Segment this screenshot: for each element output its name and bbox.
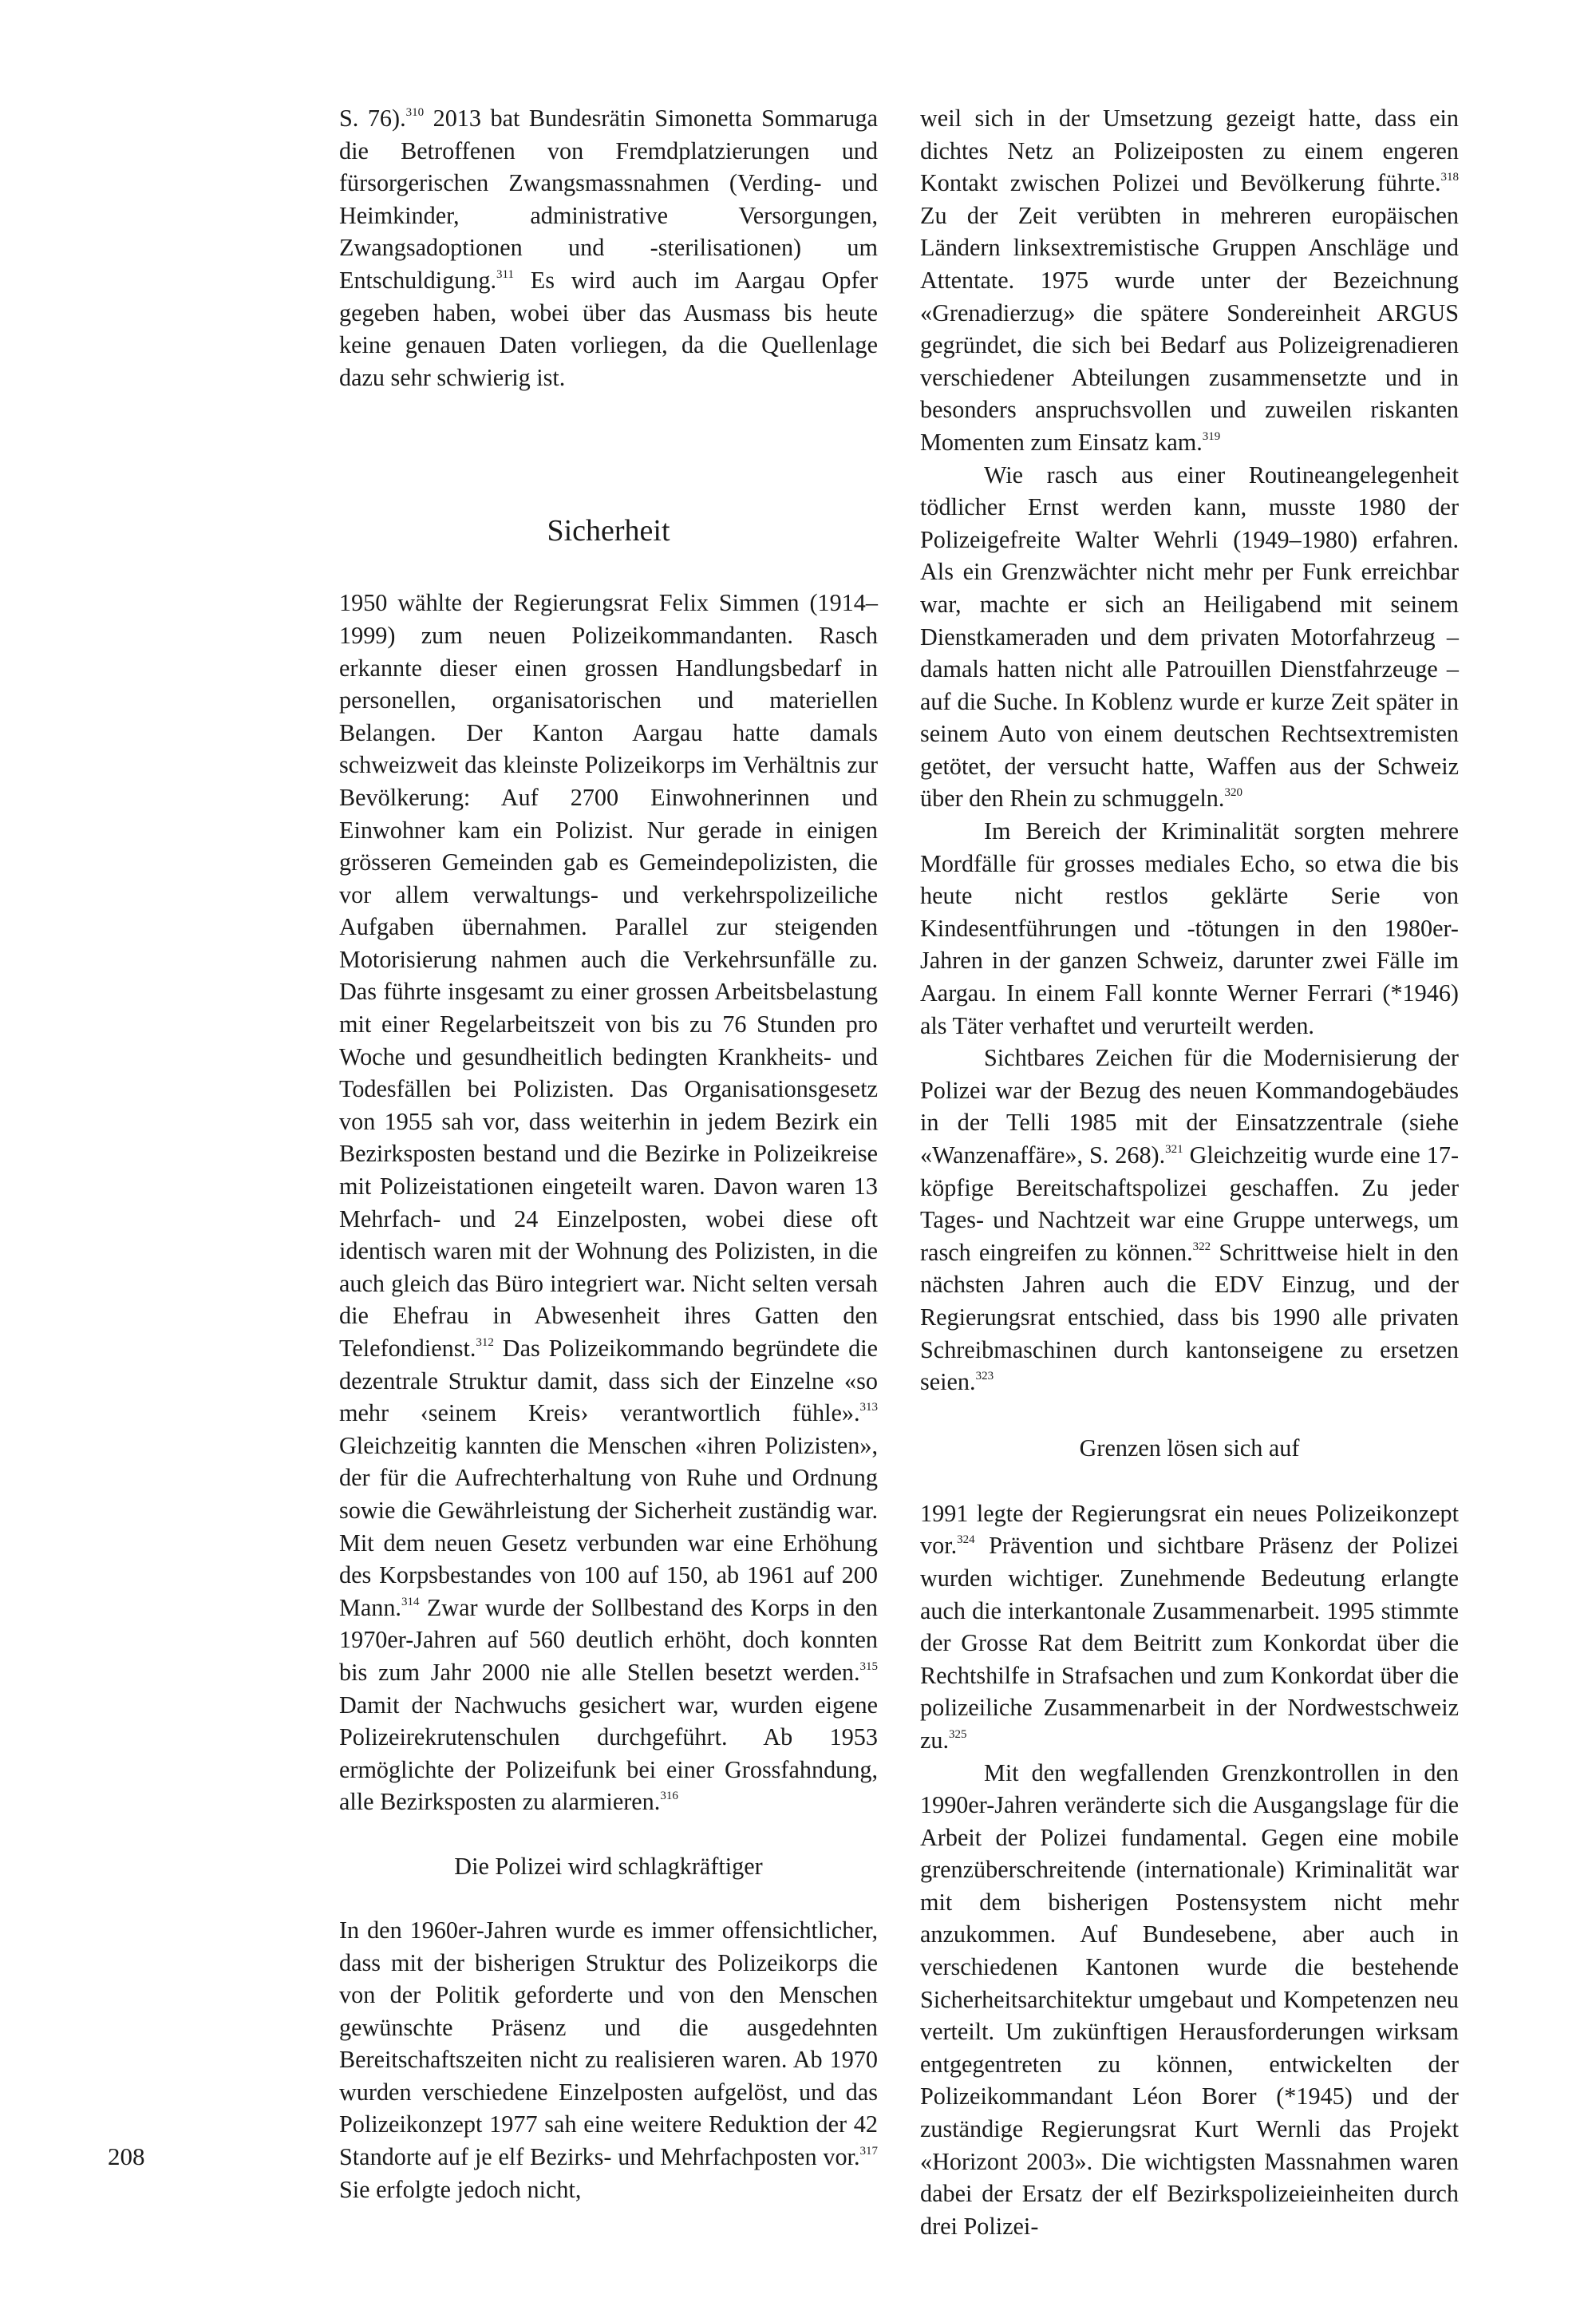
paragraph: S. 76).$^{310}$ 2013 bat Bundesrätin Simonetta Sommaruga die Betroffenen von Fremdplatzierungen und fürsorgerischen Zwangsmassnahmen (Verding- und Heimkinder, administrative Versorgungen, Zwangsadoptionen und -sterilisationen) um Entschuldigung.$^{311}$ Es wird auch im Aargau Opfer gegeben haben, wobei über das Ausmass bis heute keine genauen Daten vorliegen, da die Quellenlage dazu sehr schwierig ist. — [339, 105, 879, 391]
footnote-ref: 320 — [1224, 786, 1242, 800]
footnote-ref: 317 — [859, 2145, 878, 2158]
footnote-ref: 323 — [975, 1370, 994, 1383]
footnote-ref: 325 — [949, 1727, 967, 1741]
footnote-ref: 315 — [859, 1659, 878, 1673]
paragraph: In den 1960er-Jahren wurde es immer offensichtlicher, dass mit der bisherigen Struktur des Polizeikorps die von der Politik geforderte und von den Menschen gewünschte Präsenz und die ausgedehnten Bereitschaftszeiten nicht zu realisieren waren. Ab 1970 wurden verschiedene Einzelposten aufgelöst, und das Polizeikonzept 1977 sah eine weitere Reduktion der 42 Standorte auf je elf Bezirks- und Mehrfachposten vor.$^{317}$ Sie erfolgte jedoch nicht, — [339, 1916, 878, 2203]
subsection-heading: Grenzen lösen sich auf — [1079, 1434, 1300, 1462]
section-heading: Sicherheit — [547, 514, 670, 548]
paragraph: Sichtbares Zeichen für die Modernisierung der Polizei war der Bezug des neuen Kommandogebäudes in der Telli 1985 mit der Einsatzzentrale (siehe «Wanzenaffäre», S. 268).$^{321}$ Gleichzeitig wurde eine 17-köpfige Bereitschaftspolizei geschaffen. Zu jeder Tages- und Nachtzeit war eine Gruppe unterwegs, um rasch eingreifen zu können.$^{322}$ Schrittweise hielt in den nächsten Jahren auch die EDV Einzug, und der Regierungsrat entschied, dass bis 1990 alle privaten Schreibmaschinen durch kantonseigene zu ersetzen seien.$^{323}$ — [920, 1044, 1459, 1396]
footnote-ref: 311 — [496, 267, 514, 281]
footnote-ref: 324 — [957, 1533, 975, 1547]
left-column — [339, 102, 878, 2205]
footnote-ref: 319 — [1202, 429, 1221, 443]
footnote-ref: 321 — [1165, 1143, 1183, 1156]
footnote-ref: 318 — [1440, 171, 1459, 184]
paragraph: Mit den wegfallenden Grenzkontrollen in den 1990er-Jahren veränderte sich die Ausgangslage für die Arbeit der Polizei fundamental. Gegen eine mobile grenzüberschreitende (internationale) Kriminalität war mit dem bisherigen Postensystem nicht mehr anzukommen. Auf Bundesebene, aber auch in verschiedenen Kantonen wurde die bestehende Sicherheitsarchitektur umgebaut und Kompetenzen neu verteilt. Um zukünftigen Herausforderungen wirksam entgegentreten zu können, entwickelten der Polizeikommandant Léon Borer (*1945) und der zuständige Regierungsrat Kurt Wernli das Projekt «Horizont 2003». Die wichtigsten Massnahmen waren dabei der Ersatz der elf Bezirkspolizeieinheiten durch drei Polizei- — [920, 1758, 1459, 2240]
paragraph: Wie rasch aus einer Routineangelegenheit tödlicher Ernst werden kann, musste 1980 der Polizeigefreite Walter Wehrli (1949–1980) erfahren. Als ein Grenzwächter nicht mehr per Funk erreichbar war, machte er sich an Heiligabend mit seinem Dienstkameraden und dem privaten Motorfahrzeug – damals hatten nicht alle Patrouillen Dienstfahrzeuge – auf die Suche. In Koblenz wurde er kurze Zeit später in seinem Auto von einem deutschen Rechtsextremisten getötet, der versucht hatte, Waffen aus der Schweiz über den Rhein zu schmuggeln.$^{320}$ — [920, 461, 1459, 813]
footnote-ref: 316 — [660, 1790, 678, 1803]
footnote-ref: 310 — [405, 106, 425, 119]
page-number: 208 — [108, 2142, 145, 2170]
paragraph: 1991 legte der Regierungsrat ein neues Polizeikonzept vor.$^{324}$ Prävention und sichtbare Präsenz der Polizei wurden wichtiger. Zunehmende Bedeutung erlangte auch die interkantonale Zusammenarbeit. 1995 stimmte der Grosse Rat dem Beitritt zum Konkordat über die Rechtshilfe in Strafsachen und zum Konkordat über die polizeiliche Zusammenarbeit in der Nordwestschweiz zu.$^{325}$ — [920, 1499, 1459, 1754]
right-column — [920, 102, 1459, 2242]
footnote-ref: 312 — [476, 1336, 494, 1349]
footnote-ref: 314 — [401, 1595, 420, 1608]
subsection-heading: Die Polizei wird schlagkräftiger — [454, 1852, 763, 1880]
paragraph: weil sich in der Umsetzung gezeigt hatte, dass ein dichtes Netz an Polizeiposten zu einem engeren Kontakt zwischen Polizei und Bevölkerung führte.$^{318}$ Zu der Zeit verübten in mehreren europäischen Ländern linksextremistische Gruppen Anschläge und Attentate. 1975 wurde unter der Bezeichnung «Grenadierzug» die spätere Sondereinheit ARGUS gegründet, die sich bei Bedarf aus Polizeigrenadieren verschiedener Abteilungen zusammensetzte und in besonders anspruchsvollen und zuweilen riskanten Momenten zum Einsatz kam.$^{319}$ — [920, 105, 1459, 456]
paragraph: 1950 wählte der Regierungsrat Felix Simmen (1914–1999) zum neuen Polizeikommandanten. Rasch erkannte dieser einen grossen Handlungsbedarf in personellen, organisatorischen und materiellen Belangen. Der Kanton Aargau hatte damals schweizweit das kleinste Polizeikorps im Verhältnis zur Bevölkerung: Auf 2700 Einwohnerinnen und Einwohner kam ein Polizist. Nur gerade in einigen grösseren Gemeinden gab es Gemeindepolizisten, die vor allem verwaltungs- und verkehrspolizeiliche Aufgaben übernahmen. Parallel zur steigenden Motorisierung nahmen auch die Verkehrsunfälle zu. Das führte insgesamt zu einer grossen Arbeitsbelastung mit einer Regelarbeitszeit von bis zu 76 Stunden pro Woche und gesundheitlich bedingten Krankheits- und Todesfällen bei Polizisten. Das Organisationsgesetz von 1955 sah vor, dass weiterhin in jedem Bezirk ein Bezirksposten bestand und die Bezirke in Polizeikreise mit Polizeistationen eingeteilt waren. Davon waren 13 Mehrfach- und 24 Einzelposten, wobei diese oft identisch waren mit der Wohnung des Polizisten, in die auch gleich das Büro integriert war. Nicht selten versah die Ehefrau in Abwesenheit ihres Gatten den Telefondienst.$^{312}$ Das Polizeikommando begründete die dezentrale Struktur damit, dass sich der Einzelne «so mehr ‹seinem Kreis› verantwortlich fühle».$^{313}$ Gleichzeitig kannten die Menschen «ihren Polizisten», der für die Aufrechterhaltung von Ruhe und Ordnung sowie die Gewährleistung der Sicherheit zuständig war. Mit dem neuen Gesetz verbunden war eine Erhöhung des Korpsbestandes von 100 auf 150, ab 1961 auf 200 Mann.$^{314}$ Zwar wurde der Sollbestand des Korps in den 1970er-Jahren auf 560 deutlich erhöht, doch konnten bis zum Jahr 2000 nie alle Stellen besetzt werden.$^{315}$ Damit der Nachwuchs gesichert war, wurden eigene Polizeirekrutenschulen durchgeführt. Ab 1953 ermöglichte der Polizeifunk bei einer Grossfahndung, alle Bezirksposten zu alarmieren.$^{316}$ — [339, 589, 878, 1816]
paragraph: Im Bereich der Kriminalität sorgten mehrere Mordfälle für grosses mediales Echo, so etwa die bis heute nicht restlos geklärte Serie von Kindesentführungen und -tötungen in den 1980er-Jahren in der ganzen Schweiz, darunter zwei Fälle im Aargau. In einem Fall konnte Werner Ferrari (*1946) als Täter verhaftet und verurteilt werden. — [920, 817, 1459, 1039]
footnote-ref: 322 — [1192, 1240, 1211, 1253]
footnote-ref: 313 — [859, 1401, 878, 1414]
